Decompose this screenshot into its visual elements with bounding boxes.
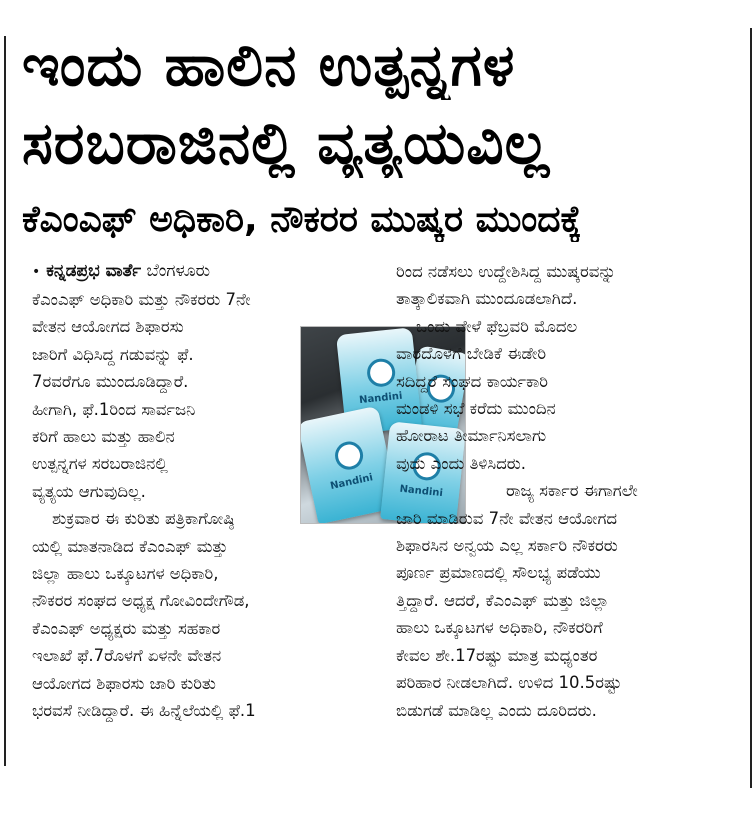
text-line: ಯಲ್ಲಿ ಮಾತನಾಡಿದ ಕೆಎಂಎಫ್ ಮತ್ತು bbox=[32, 536, 228, 556]
text-line: ವಾರದೊಳಗೆ ಬೇಡಿಕೆ ಈಡೇರಿ bbox=[396, 344, 547, 364]
bullet-icon: • bbox=[32, 264, 41, 280]
subheadline: ಕೆಎಂಎಫ್ ಅಧಿಕಾರಿ, ನೌಕರರ ಮುಷ್ಕರ ಮುಂದಕ್ಕೆ bbox=[22, 199, 582, 240]
text-line: ಶುಕ್ರವಾರ ಈ ಕುರಿತು ಪತ್ರಿಕಾಗೋಷ್ಠಿ bbox=[52, 509, 235, 529]
drop-logo-icon bbox=[366, 357, 397, 388]
text-line: ಹೋರಾಟ ತೀರ್ಮಾನಿಸಲಾಗು bbox=[396, 426, 547, 446]
text-line: ಶಿಫಾರಸಿನ ಅನ್ವಯ ಎಲ್ಲ ಸರ್ಕಾರಿ ನೌಕರರು bbox=[396, 536, 618, 556]
text-line: ಹಾಲು ಒಕ್ಕೂಟಗಳ ಅಧಿಕಾರಿ, ನೌಕರರಿಗೆ bbox=[396, 618, 603, 638]
text-line: ಪೂರ್ಣ ಪ್ರಮಾಣದಲ್ಲಿ ಸೌಲಭ್ಯ ಪಡೆಯು bbox=[396, 563, 601, 583]
right-column-rule bbox=[750, 28, 752, 788]
text-line: ಆಯೋಗದ ಶಿಫಾರಸು ಜಾರಿ ಕುರಿತು bbox=[32, 673, 216, 693]
text-line: ಪರಿಹಾರ ನೀಡಲಾಗಿದೆ. ಉಳಿದ 10.5ರಷ್ಟು bbox=[396, 673, 622, 693]
text-line: ಸದಿದ್ದರೆ ಸಂಘದ ಕಾರ್ಯಕಾರಿ bbox=[396, 371, 549, 391]
text-line: ಕರಿಗೆ ಹಾಲು ಮತ್ತು ಹಾಲಿನ bbox=[32, 427, 175, 447]
headline-line-1: ಇಂದು ಹಾಲಿನ ಉತ್ಪನ್ನಗಳ bbox=[22, 31, 516, 99]
text-line: ವೇತನ ಆಯೋಗದ ಶಿಫಾರಸು bbox=[32, 317, 184, 337]
text-line: ಉತ್ಪನ್ನಗಳ ಸರಬರಾಜಿನಲ್ಲಿ bbox=[32, 454, 168, 474]
text-line: ರಾಜ್ಯ ಸರ್ಕಾರ ಈಗಾಗಲೇ bbox=[506, 481, 638, 501]
text-line: ಕೇವಲ ಶೇ.17ರಷ್ಟು ಮಾತ್ರ ಮಧ್ಯಂತರ bbox=[396, 645, 598, 665]
text-line: ಬಿಡುಗಡೆ ಮಾಡಿಲ್ಲ ಎಂದು ದೂರಿದರು. bbox=[396, 700, 597, 720]
headline-line-2: ಸರಬರಾಜಿನಲ್ಲಿ ವ್ಯತ್ಯಯವಿಲ್ಲ bbox=[22, 109, 551, 177]
text-line: ಜಾರಿಗೆ ವಿಧಿಸಿದ್ದ ಗಡುವನ್ನು ಫೆ. bbox=[32, 344, 194, 364]
text-line: ವುದು ಎಂದು ತಿಳಿಸಿದರು. bbox=[396, 453, 527, 473]
right-paragraph-1 bbox=[396, 258, 736, 477]
byline-place: ಬೆಂಗಳೂರು bbox=[146, 261, 210, 281]
text-line: ಒಂದು ವೇಳೆ ಫೆಬ್ರವರಿ ಮೊದಲ bbox=[416, 316, 578, 336]
text-line: ವ್ಯತ್ಯಯ ಆಗುವುದಿಲ್ಲ. bbox=[32, 481, 146, 501]
text-line: ಜಿಲ್ಲಾ ಹಾಲು ಒಕ್ಕೂಟಗಳ ಅಧಿಕಾರಿ, bbox=[32, 564, 219, 584]
text-line: ತಾತ್ಕಾಲಿಕವಾಗಿ ಮುಂದೂಡಲಾಗಿದೆ. bbox=[396, 289, 578, 309]
text-line: ಭರವಸೆ ನೀಡಿದ್ದಾರೆ. ಈ ಹಿನ್ನೆಲೆಯಲ್ಲಿ ಫೆ.1 bbox=[32, 701, 256, 721]
right-column bbox=[396, 258, 736, 724]
body-paragraph bbox=[32, 505, 362, 724]
packet-brand-label: Nandini bbox=[329, 472, 375, 493]
right-paragraph-2 bbox=[396, 477, 736, 724]
text-line: ಇಲಾಖೆ ಫೆ.7ರೊಳಗೆ ಏಳನೇ ವೇತನ bbox=[32, 646, 222, 666]
left-column-rule bbox=[4, 36, 6, 766]
byline-agency: ಕನ್ನಡಪ್ರಭ ವಾರ್ತೆ bbox=[46, 261, 142, 281]
drop-logo-icon bbox=[332, 439, 365, 472]
text-line: ತ್ತಿದ್ದಾರೆ. ಆದರೆ, ಕೆಎಂಎಫ್ ಮತ್ತು ಜಿಲ್ಲಾ bbox=[396, 590, 610, 610]
packet-brand-label: Nandini bbox=[399, 483, 444, 499]
text-line: ರಿಂದ ನಡೆಸಲು ಉದ್ದೇಶಿಸಿದ್ದ ಮುಷ್ಕರವನ್ನು bbox=[396, 262, 616, 281]
text-line: ಜಾರಿ ಮಾಡಿರುವ 7ನೇ ವೇತನ ಆಯೋಗದ bbox=[396, 508, 618, 528]
text-line: ಮಂಡಳಿ ಸಭೆ ಕರೆದು ಮುಂದಿನ bbox=[396, 399, 556, 419]
text-line: ಕೆಎಂಎಫ್ ಅಧ್ಯಕ್ಷರು ಮತ್ತು ಸಹಕಾರ bbox=[32, 618, 221, 638]
text-line: ಕೆಎಂಎಫ್ ಅಧಿಕಾರಿ ಮತ್ತು ನೌಕರರು 7ನೇ bbox=[32, 290, 251, 309]
text-line: ಹೀಗಾಗಿ, ಫೆ.1ರಿಂದ ಸಾರ್ವಜನಿ bbox=[32, 399, 196, 419]
text-line: ನೌಕರರ ಸಂಘದ ಅಧ್ಯಕ್ಷ ಗೋವಿಂದೇಗೌಡ, bbox=[32, 591, 250, 611]
packet-brand-label: Nandini bbox=[358, 390, 403, 407]
byline bbox=[32, 258, 362, 286]
text-line: 7ರವರೆಗೂ ಮುಂದೂಡಿದ್ದಾರೆ. bbox=[32, 372, 189, 392]
